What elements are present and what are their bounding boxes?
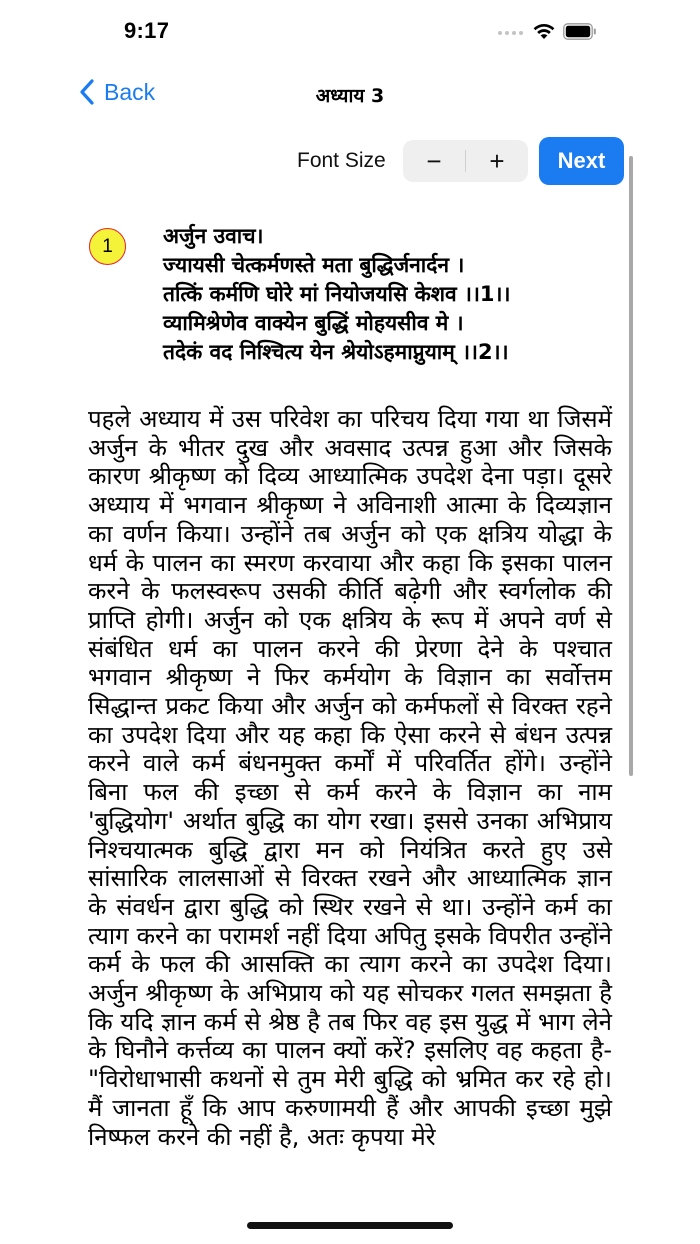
scrollbar[interactable]	[629, 156, 633, 776]
verse-line: तदेकं वद निश्चित्य येन श्रेयोऽहमाप्नुयाम् ।।2।।	[163, 340, 509, 364]
page-title: अध्याय 3	[315, 85, 385, 107]
status-time: 9:17	[124, 18, 170, 43]
navigation-bar	[0, 70, 700, 116]
decrease-font-button[interactable]: −	[426, 145, 442, 176]
next-button[interactable]: Next	[539, 137, 624, 185]
home-indicator[interactable]	[247, 1222, 453, 1229]
toolbar	[0, 137, 700, 185]
verse-text	[163, 222, 623, 367]
verse-line: ज्यायसी चेत्कर्मणस्ते मता बुद्धिर्जनार्दन ।	[163, 253, 465, 277]
commentary-paragraph: पहले अध्याय में उस परिवेश का परिचय दिया गया था जिसमें अर्जुन के भीतर दुख और अवसाद उत्पन्न हुआ और जिसके कारण श्रीकृष्ण को दिव्य आध्यात्मिक उपदेश देना पड़ा। दूसरे अध्याय में भगवान श्रीकृष्ण ने अविनाशी आत्मा के दिव्यज्ञान का वर्णन किया। उन्होंने तब अर्जुन को एक क्षत्रिय योद्धा के धर्म के पालन का स्मरण करवाया और कहा कि इसका पालन करने के फलस्वरूप उसकी कीर्ति बढ़ेगी और स्वर्गलोक की प्राप्ति होगी। अर्जुन को एक क्षत्रिय के रूप में अपने वर्ण से संबंधित धर्म का पालन करने की प्रेरणा देने के पश्चात भगवान श्रीकृष्ण ने फिर कर्मयोग के विज्ञान का सर्वोत्तम सिद्धान्त प्रकट किया और अर्जुन को कर्मफलों से विरक्त रहने का उपदेश दिया और यह कहा कि ऐसा करने से बंधन उत्पन्न करने वाले कर्म बंधनमुक्त कर्मों में परिवर्तित होंगे। उन्होंने बिना फल की इच्छा से कर्म करने के विज्ञान का नाम 'बुद्धियोग' अर्थात बुद्धि का योग रखा। इससे उनका अभिप्राय निश्चयात्मक बुद्धि द्वारा मन को नियंत्रित करते हुए उसे सांसारिक लालसाओं से विरक्त रखने और आध्यात्मिक ज्ञान के संवर्धन द्वारा बुद्धि को स्थिर रखने से था। उन्होंने कर्म का त्याग करने का परामर्श नहीं दिया अपितु इसके विपरीत उन्होंने कर्म के फल की आसक्ति का त्याग करने का उपदेश दिया। अर्जुन श्रीकृष्ण के अभिप्राय को यह सोचकर गलत समझता है कि यदि ज्ञान कर्म से श्रेष्ठ है तब फिर वह इस युद्ध में भाग लेने के घिनौने कर्त्तव्य का पालन क्यों करें? इसलिए वह कहता है-"विरोधाभासी कथनों से तुम मेरी बुद्धि को भ्रमित कर रहे हो। मैं जानता हूँ कि आप करुणामयी हैं और आपकी इच्छा मुझे निष्फल करने की नहीं है, अतः कृपया मेरे	[88, 405, 612, 1151]
signal-dots-icon	[498, 31, 523, 35]
verse-line: अर्जुन उवाच।	[163, 224, 264, 248]
verse-line: व्यामिश्रेणेव वाक्येन बुद्धिं मोहयसीव मे ।	[163, 311, 464, 335]
battery-icon	[563, 23, 597, 40]
wifi-icon	[532, 22, 556, 40]
increase-font-button[interactable]: +	[489, 145, 505, 176]
verse-number-badge: 1	[89, 228, 126, 265]
verse-line: तत्किं कर्मणि घोरे मां नियोजयसि केशव ।।1।।	[163, 282, 511, 306]
font-size-stepper[interactable]	[403, 140, 528, 182]
status-bar	[0, 0, 700, 66]
font-size-label: Font Size	[297, 149, 386, 172]
back-label: Back	[104, 78, 156, 105]
